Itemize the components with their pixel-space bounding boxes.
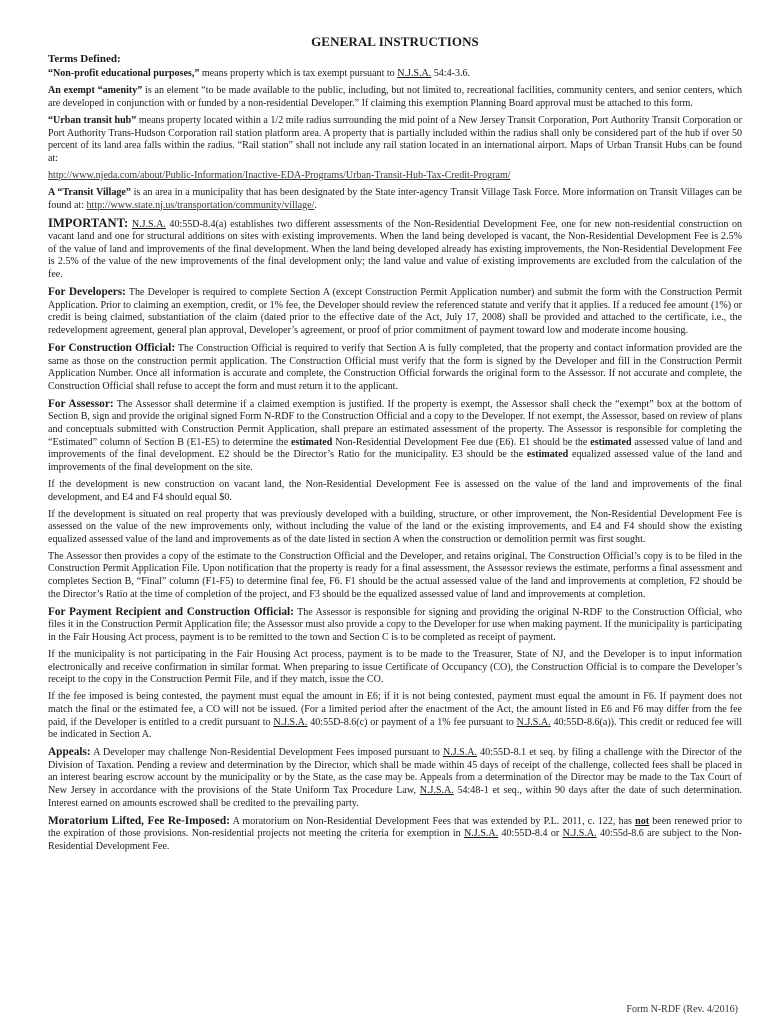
term-label: “Non-profit educational purposes,” (48, 68, 200, 80)
emphasis: estimated (526, 449, 569, 461)
definition-text: 54:4-3.6. (431, 68, 471, 80)
section-text: equalized assessed value of the land and improvements of the final development on the site. (48, 449, 742, 473)
statute-ref: N.J.S.A. (516, 716, 551, 728)
definition-text: is an element “to be made available to the public, including, but not limited to, recreational facilities, community centers, and senior centers, which are developed in conjunction with or funded by a non-residential Developer.” If claiming this exemption Planning Board approval must be attached to this form. (48, 85, 742, 109)
section-label: Appeals: (48, 746, 91, 759)
term-label: An exempt “amenity” (48, 85, 143, 97)
transit-village-link[interactable]: http://www.state.nj.us/transportation/community/village/ (86, 199, 315, 211)
page-title: GENERAL INSTRUCTIONS (311, 34, 479, 49)
appeals-section (48, 746, 742, 810)
statute-ref: N.J.S.A. (131, 218, 166, 230)
urban-transit-hub-link[interactable]: http://www.njeda.com/about/Public-Information/Inactive-EDA-Programs/Urban-Transit-Hub-Tax-Credit-Program/ (48, 169, 511, 181)
assessor-copy-paragraph: The Assessor then provides a copy of the estimate to the Construction Official and the Developer, and retains original. The Construction Official’s copy is to be filed in the Construction Permit Application File. Upon notification that the property is ready for a final assessment, the Assessor reviews the estimate, performs a final assessment and completes Section B, “Final” column (F1-F5) to determine final fee, F6. F1 should be the actual assessed value of the land and improvements at completion, F2 should be the Director’s Ratio at the time of completion of the project, and F3 should be the equalized assessed value of land and improvements at completion. (48, 550, 742, 600)
statute-ref: N.J.S.A. (419, 784, 454, 796)
existing-improvements-paragraph: If the development is situated on real property that was previously developed with a building, structure, or other improvement, the Non-Residential Development Fee is assessed on the value of the new improvements only, without including the value of the land or the existing improvements, and E4 and F4 should show the existing equalized assessed value of the land and improvements as of the date listed in section A when the construction or demolition permit was first sought. (48, 508, 742, 545)
emphasis: estimated (291, 436, 333, 448)
moratorium-section (48, 815, 742, 854)
important-text: 40:55D-8.4(a) establishes two different assessments of the Non-Residential Development Fee, one for new non-residential construction on vacant land and one for structural additions on sites with existing improvements. When the land being developed is vacant, the Non-Residential Development Fee is 2.5% of the value of land and improvements of the final development. When the land being developed already has existing improvements, the Non-Residential Development Fee is 2.5% of the value of the new improvements of the final development only; the land value and value of existing improvements are excluded from the calculation of the fee. (48, 218, 743, 280)
section-text: 54:48-1 et seq., within 90 days after the date of such determination. Interest earned on amounts escrowed shall be credited to the prevailing party. (48, 784, 742, 809)
important-label: IMPORTANT: (48, 215, 129, 230)
section-text: A moratorium on Non-Residential Development Fees that was extended by P.L. 2011, c. 122, has (229, 815, 636, 827)
section-text: assessed value of land and improvements of the final development. E2 should be the Director’s Ratio for the municipality. E3 should be the (48, 436, 742, 461)
definition-nonprofit (48, 68, 742, 81)
section-text: Non-Residential Development Fee due (E6). E1 should be the (332, 436, 591, 448)
statute-ref: N.J.S.A. (464, 828, 499, 840)
developers-section (48, 286, 742, 337)
instructions-page (48, 36, 742, 858)
section-label: For Developers: (48, 286, 126, 299)
statute-ref: N.J.S.A. (442, 747, 478, 759)
form-number-footer: Form N-RDF (Rev. 4/2016) (626, 1004, 738, 1015)
definition-text: means property which is tax exempt pursuant to (199, 68, 398, 80)
statute-ref: N.J.S.A. (397, 68, 432, 80)
statute-ref: N.J.S.A. (273, 716, 308, 728)
paragraph-text: 40:55D-8.6(c) or payment of a 1% fee pursuant to (307, 716, 517, 728)
section-text: been renewed prior to the expiration of those provisions. Non-residential projects not meeting the criteria for exemption in (48, 815, 742, 840)
section-label: For Assessor: (48, 397, 114, 410)
section-label: Moratorium Lifted, Fee Re-Imposed: (48, 814, 230, 827)
paragraph-text: 40:55D-8.6(a)). This credit or reduced fee will be indicated in Section A. (48, 716, 742, 741)
construction-official-section (48, 342, 742, 393)
assessor-section (48, 398, 742, 475)
section-text: The Assessor is responsible for signing and providing the original N-RDF to the Construction Official, who files it in the Construction Permit Application file; the Assessor must also provide a copy to the Developer for use when making payment. If the municipality is participating in the Fair Housing Act process, payment is to be remitted to the town and Section C is to be completed as receipt of payment. (48, 606, 742, 643)
payment-recipient-section (48, 606, 742, 645)
definition-transit-village (48, 187, 742, 212)
section-text: The Assessor shall determine if a claimed exemption is justified. If the property is exempt, the Assessor shall check the “exempt” box at the bottom of Section B, sign and provide the original signed Form N-RDF to the Construction Official and a copy to the Developer. If not exempt, the Assessor, based on review of plans and conceptuals submitted with Construction Permit Application, shall prepare an estimated assessment of the property. The Assessor is responsible for completing the “Estimated” column of Section B (E1-E5) to determine the (48, 398, 742, 448)
contested-fee-paragraph (48, 691, 742, 741)
section-label: For Payment Recipient and Construction Official: (48, 605, 294, 618)
section-text: 40:55D-8.1 et seq. by filing a challenge with the Director of the Division of Taxation. Pending a review and determination by the Director, which shall be made within 45 days of receipt of the challenge, collected fees shall be placed in an interest bearing escrow account by the municipality or by the State, as the case may be. Appeals from a determination of the Director may be made to the Tax Court of New Jersey in accordance with the provisions of the State Uniform Tax Procedure Law, (48, 747, 742, 796)
emphasis: estimated (590, 436, 632, 448)
important-note (48, 217, 742, 282)
section-text: A Developer may challenge Non-Residential Development Fees imposed pursuant to (90, 747, 443, 759)
terms-heading: Terms Defined: (48, 52, 121, 65)
paragraph-text: If the fee imposed is being contested, the payment must equal the amount in E6; if it is not being contested, payment must equal the amount in F6. If payment does not match the final or the estimated fee, a CO will not be issued. (For a limited period after the enactment of the Act, the amount listed in E6 and F6 may differ from the fee paid, if the Developer is entitled to a credit pursuant to (48, 691, 742, 728)
fair-housing-paragraph: If the municipality is not participating in the Fair Housing Act process, payment is to be made to the Treasurer, State of NJ, and the Developer is to input information electronically and receive confirmation in similar format. When preparing to issue Certificate of Occupancy (CO), the Construction Official is to compare the Developer’s receipt to the copy in the Construction Permit File, and if they match, issue the CO. (48, 649, 742, 686)
definition-amenity (48, 85, 742, 110)
term-label: “Urban transit hub” (48, 114, 137, 126)
term-label: A “Transit Village” (48, 186, 131, 198)
section-label: For Construction Official: (48, 341, 176, 354)
section-text: 40:55D-8.4 or (498, 828, 563, 840)
vacant-land-paragraph: If the development is new construction on vacant land, the Non-Residential Development Fee is assessed on the value of the land and improvements of the final development, and E4 and F4 should equal $0. (48, 478, 742, 503)
urban-transit-hub-link-line (48, 170, 742, 183)
punctuation: . (314, 199, 317, 211)
emphasis: not (635, 815, 650, 827)
section-text: The Construction Official is required to verify that Section A is fully completed, that the property and contact information provided are the same as those on the construction permit application. The Construction Official must verify that the form is signed by the Developer and fill in the Construction Permit Application Number. Once all information is accurate and complete, the Construction Official forwards the original form to the Assessor. If not accurate and complete, the Construction Official shall refuse to accept the form and must return it to the applicant. (48, 342, 742, 392)
statute-ref: N.J.S.A. (562, 828, 597, 840)
definition-text: is an area in a municipality that has been designated by the State inter-agency Transit Village Task Force. More information on Transit Villages can be found at: (48, 186, 742, 211)
definition-urban-transit-hub (48, 115, 742, 165)
definition-text: means property located within a 1/2 mile radius surrounding the mid point of a New Jersey Transit Corporation, Port Authority Transit Corporation or Port Authority Trans-Hudson Corporation rail station platform area. A property that is partially included within the radius shall only be considered part of the hub if over 50 percent of its land area falls within the radius. “Rail station” shall not include any rail station located in an international airport. Maps of Urban Transit Hubs can be found at: (48, 114, 742, 164)
section-text: The Developer is required to complete Section A (except Construction Permit Application number) and submit the form with the Construction Permit Application. Prior to claiming an exemption, credit, or 1% fee, the Developer should review the referenced statute and verify that it applies. If a reduced fee amount (1%) or credit is being claimed, substantiation of the claim (dated prior to the effective date of the Act, July 17, 2008) shall be provided and attached to the certificate, i.e., the redevelopment agreement, general plan approval, Developer’s agreement, or proof of prior commitment of payment toward low and moderate income housing. (48, 287, 742, 336)
section-text: 40:55d-8.6 are subject to the Non-Residential Development Fee. (48, 828, 743, 852)
